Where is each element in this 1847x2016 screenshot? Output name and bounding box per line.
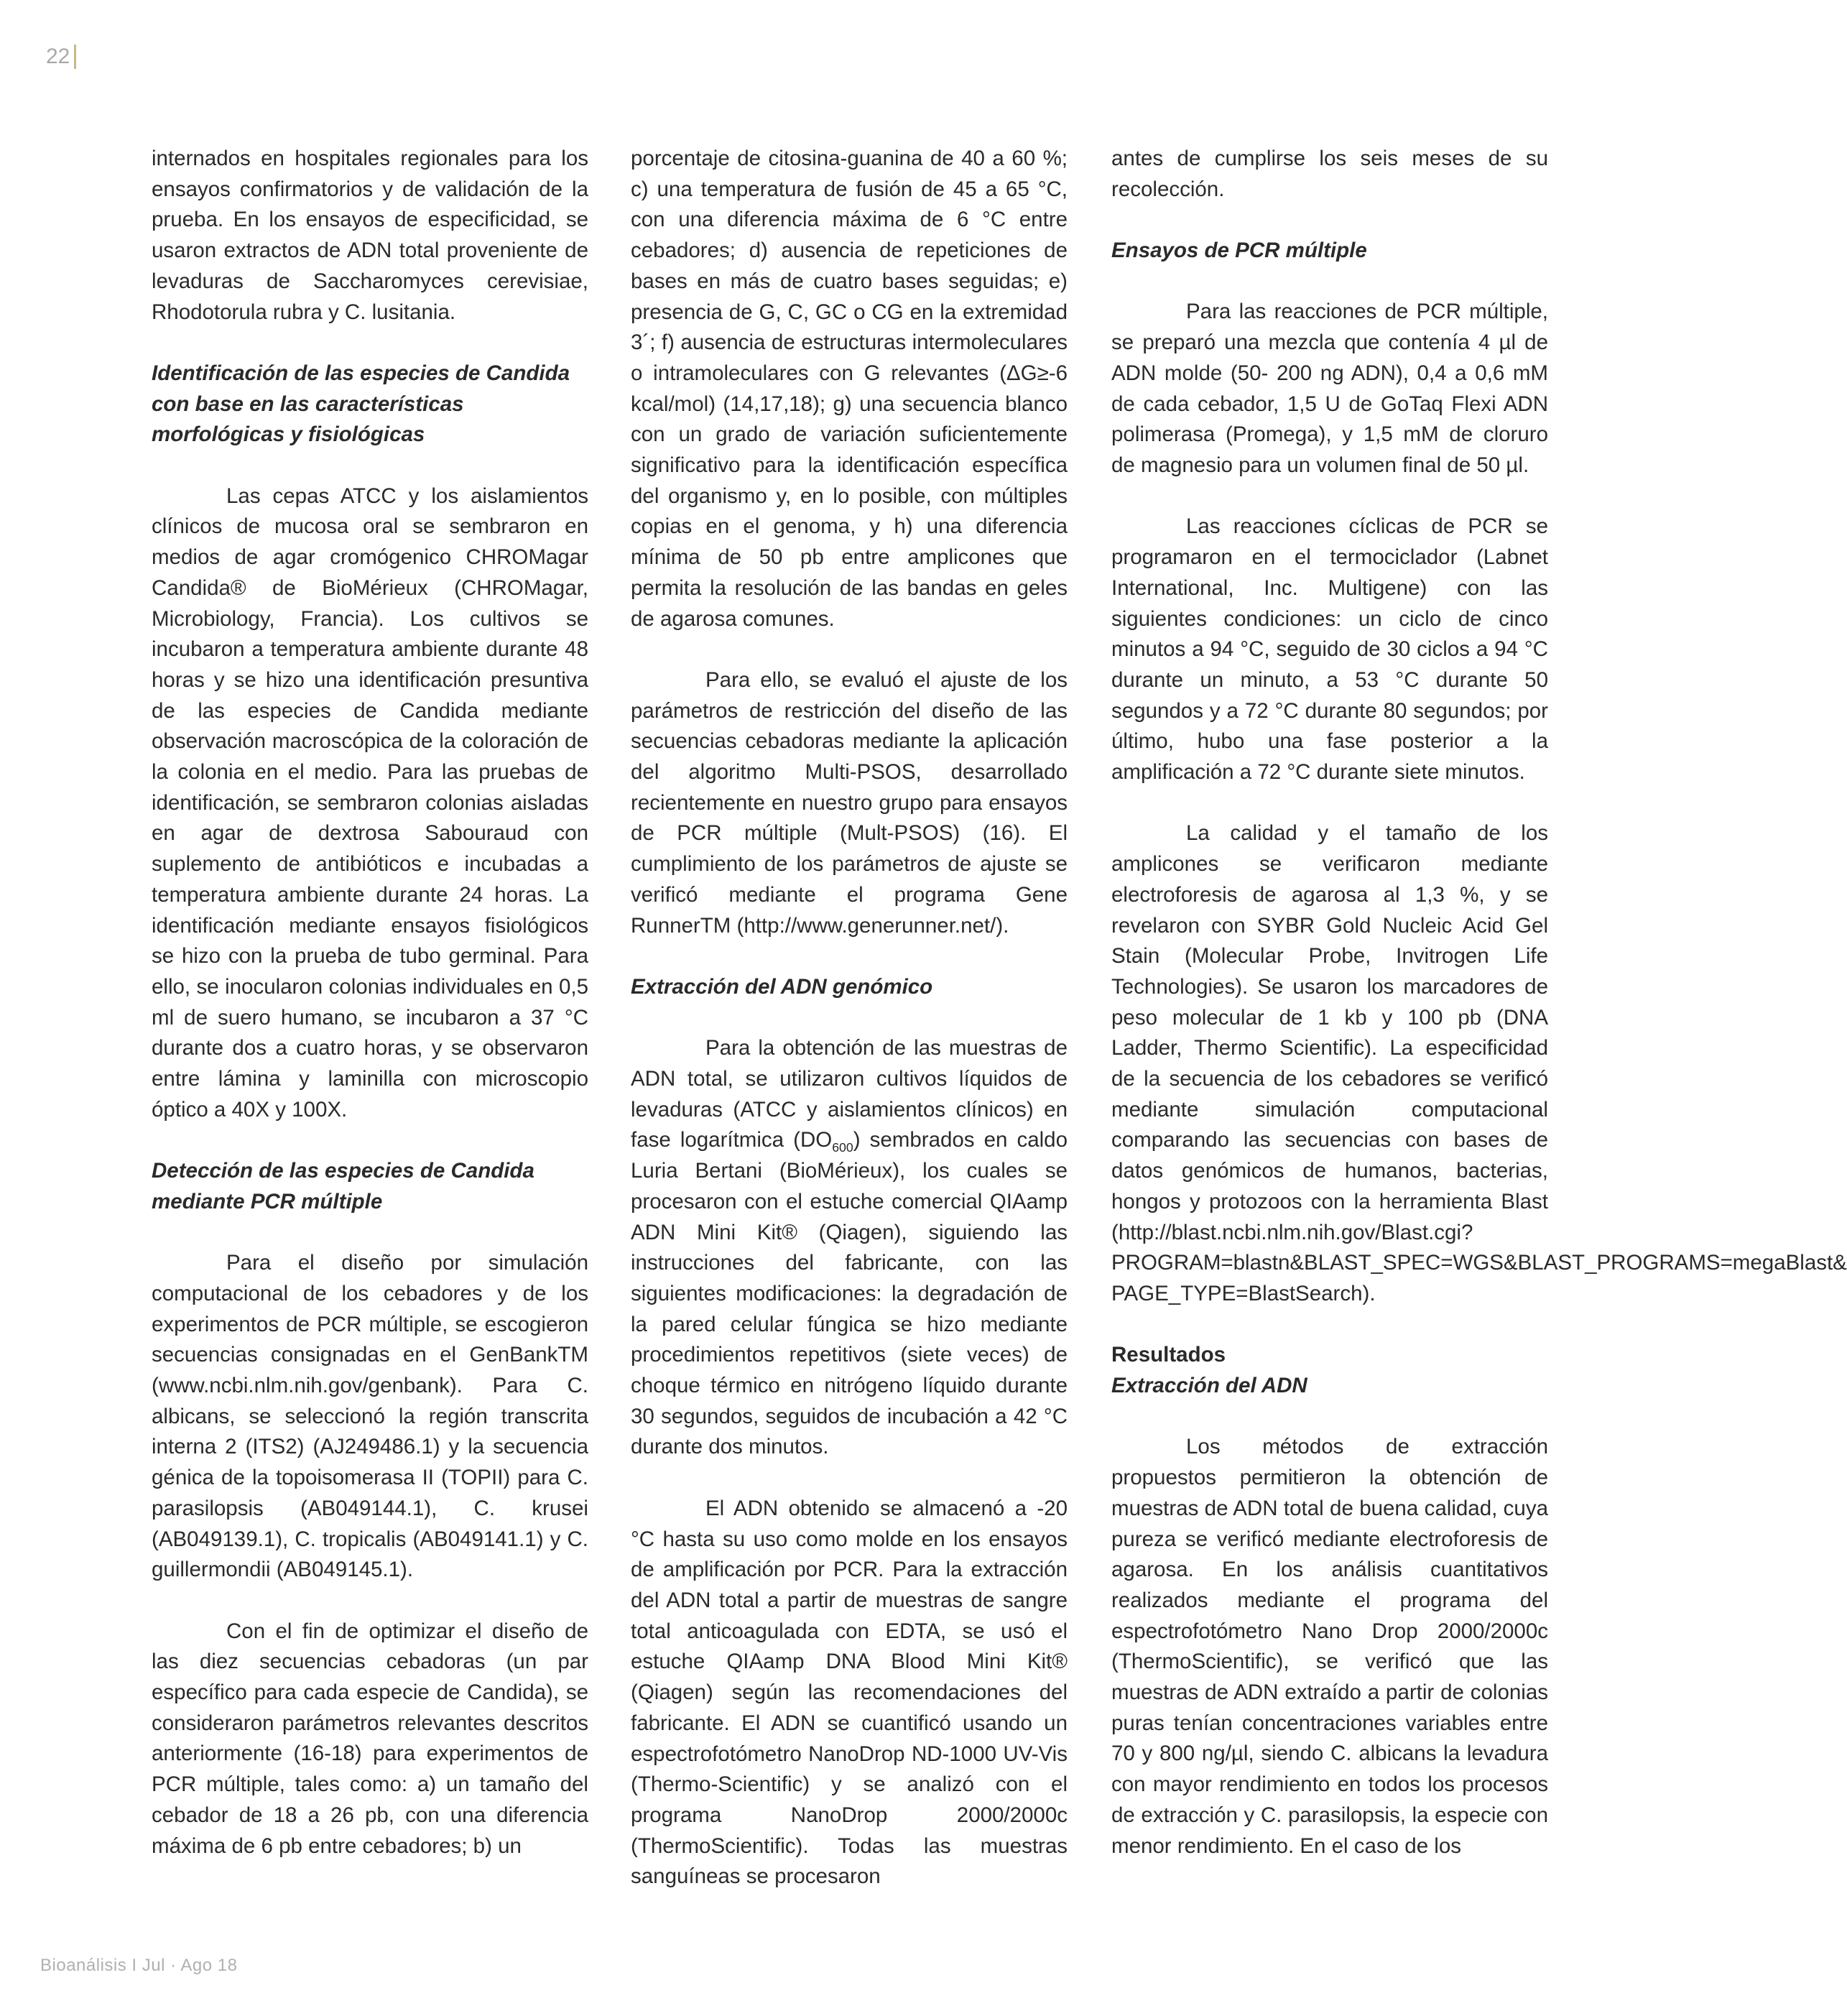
paragraph: porcentaje de citosina-guanina de 40 a 60 %; c) una temperatura de fusión de 45 a 65 °C, con una diferencia máxima de 6 °C entre cebadores; d) ausencia de repeticiones de bases en más de cuatro bases seguidas; e) presencia de G, C, GC o CG en la extremidad 3´; f) ausencia de estructuras intermoleculares o intramoleculares con G relevantes (ΔG≥-6 kcal/mol) (14,17,18); g) una secuencia blanco con un grado de variación suficientemente significativo para la identificación específica del organismo y, en lo posible, con múltiples copias en el genoma, y h) una diferencia mínima de 50 pb entre amplicones que permita la resolución de las bandas en geles de agarosa comunes.	[631, 147, 1068, 631]
footer: Bioanálisis I Jul · Ago 18	[40, 1956, 238, 1975]
paragraph	[631, 1033, 1068, 1463]
paragraph: La calidad y el tamaño de los amplicones se verificaron mediante electroforesis de agarosa al 1,3 %, y se revelaron con SYBR Gold Nucleic Acid Gel Stain (Molecular Probe, Invitrogen Life Technologies). Se usaron los marcadores de peso molecular de 1 kb y 100 pb (DNA Ladder, Thermo Scientific). La especificidad de la secuencia de los cebadores se verificó mediante simulación computacional comparando las secuencias con bases de datos genómicos de humanos, bacterias, hongos y protozoos con la herramienta Blast (http://blast.ncbi.nlm.nih.gov/Blast.cgi?PROGRAM=blastn&BLAST_SPEC=WGS&BLAST_PROGRAMS=megaBlast& PAGE_TYPE=BlastSearch).	[1111, 821, 1847, 1305]
paragraph: internados en hospitales regionales para los ensayos confirmatorios y de validación de la prueba. En los ensayos de especificidad, se usaron extractos de ADN total proveniente de levaduras de Saccharomyces cerevisiae, Rhodotorula rubra y C. lusitania.	[152, 147, 588, 324]
paragraph: Para ello, se evaluó el ajuste de los parámetros de restricción del diseño de las secuencias cebadoras mediante la aplicación del algoritmo Multi-PSOS, desarrollado recientemente en nuestro grupo para ensayos de PCR múltiple (Mult-PSOS) (16). El cumplimiento de los parámetros de ajuste se verificó mediante el programa Gene RunnerTM (http://www.generunner.net/).	[631, 667, 1068, 938]
paragraph: Con el fin de optimizar el diseño de las diez secuencias cebadoras (un par específico para cada especie de Candida), se consideraron parámetros relevantes descritos anteriormente (16-18) para experimentos de PCR múltiple, tales como: a) un tamaño del cebador de 18 a 26 pb, con una diferencia máxima de 6 pb entre cebadores; b) un	[152, 1619, 588, 1858]
column-2	[631, 144, 1068, 1892]
paragraph-part: ) sembrados en caldo Luria Bertani (BioMérieux), los cuales se procesaron con el estuche comercial QIAamp ADN Mini Kit® (Qiagen), siguiendo las instrucciones del fabricante, con las siguientes modificaciones: la degradación de la pared celular fúngica se hizo mediante procedimientos repetitivos (siete veces) de choque térmico en nitrógeno líquido durante 30 segundos, seguidos de incubación a 42 °C durante dos minutos.	[631, 1128, 1068, 1459]
paragraph: Las reacciones cíclicas de PCR se programaron en el termociclador (Labnet International, Inc. Multigene) con las siguientes condiciones: un ciclo de cinco minutos a 94 °C, seguido de 30 ciclos a 94 °C durante un minuto, a 53 °C durante 50 segundos y a 72 °C durante 80 segundos; por último, hubo una fase posterior a la amplificación a 72 °C durante siete minutos.	[1111, 514, 1548, 785]
column-1	[152, 144, 588, 1862]
paragraph: El ADN obtenido se almacenó a -20 °C hasta su uso como molde en los ensayos de amplificación por PCR. Para la extracción del ADN total a partir de muestras de sangre total anticoagulada con EDTA, se usó el estuche QIAamp DNA Blood Mini Kit® (Qiagen) según las recomendaciones del fabricante. El ADN se cuantificó usando un espectrofotómetro NanoDrop ND-1000 UV-Vis (Thermo-Scientific) y se analizó con el programa NanoDrop 2000/2000c (ThermoScientific). Todas las muestras sanguíneas se procesaron	[631, 1496, 1068, 1889]
paragraph-part: Para la obtención de las muestras de ADN total, se utilizaron cultivos líquidos de levaduras (ATCC y aislamientos clínicos) en fase logarítmica (DO	[631, 1036, 1068, 1152]
paragraph: Los métodos de extracción propuestos permitieron la obtención de muestras de ADN total de buena calidad, cuya pureza se verificó mediante electroforesis de agarosa. En los análisis cuantitativos realizados mediante el programa del espectrofotómetro Nano Drop 2000/2000c (ThermoScientific), se verificó que las muestras de ADN extraído a partir de colonias puras tenían concentraciones variables entre 70 y 800 ng/µl, siendo C. albicans la levadura con mayor rendimiento en todos los procesos de extracción y C. parasilopsis, la especie con menor rendimiento. En el caso de los	[1111, 1435, 1548, 1858]
section-heading: Extracción del ADN	[1111, 1374, 1307, 1398]
paragraph: antes de cumplirse los seis meses de su recolección.	[1111, 147, 1548, 201]
column-3	[1111, 144, 1847, 1862]
results-heading: Resultados	[1111, 1343, 1226, 1367]
paragraph: Las cepas ATCC y los aislamientos clínicos de mucosa oral se sembraron en medios de agar cromógenico CHROMagar Candida® de BioMérieux (CHROMagar, Microbiology, Francia). Los cultivos se incubaron a temperatura ambiente durante 48 horas y se hizo una identificación presuntiva de las especies de Candida mediante observación macroscópica de la coloración de la colonia en el medio. Para las pruebas de identificación, se sembraron colonias aisladas en agar de dextrosa Sabouraud con suplemento de antibióticos e incubadas a temperatura ambiente durante 24 horas. La identificación mediante ensayos fisiológicos se hizo con la prueba de tubo germinal. Para ello, se inocularon colonias individuales en 0,5 ml de suero humano, se incubaron a 37 °C durante dos a cuatro horas, y se observaron entre lámina y laminilla con microscopio óptico a 40X y 100X.	[152, 484, 588, 1122]
section-heading: Detección de las especies de Candida mediante PCR múltiple	[152, 1159, 534, 1213]
page-number: 22	[46, 45, 76, 69]
section-heading: Extracción del ADN genómico	[631, 974, 933, 999]
paragraph: Para las reacciones de PCR múltiple, se preparó una mezcla que contenía 4 µl de ADN molde (50- 200 ng ADN), 0,4 a 0,6 mM de cada cebador, 1,5 U de GoTaq Flexi ADN polimerasa (Promega), y 1,5 mM de cloruro de magnesio para un volumen final de 50 µl.	[1111, 300, 1548, 477]
paragraph: Para el diseño por simulación computacional de los cebadores y de los experimentos de PCR múltiple, se escogieron secuencias consignadas en el GenBankTM (www.ncbi.nlm.nih.gov/genbank). Para C. albicans, se seleccionó la región transcrita interna 2 (ITS2) (AJ249486.1) y la secuencia génica de la topoisomerasa II (TOPII) para C. parasilopsis (AB049144.1), C. krusei (AB049139.1), C. tropicalis (AB049141.1) y C. guillermondii (AB049145.1).	[152, 1251, 588, 1582]
subscript: 600	[832, 1140, 853, 1155]
section-heading: Ensayos de PCR múltiple	[1111, 239, 1367, 263]
section-heading: Identificación de las especies de Candida con base en las características morfológicas y fisiológicas	[152, 361, 570, 447]
